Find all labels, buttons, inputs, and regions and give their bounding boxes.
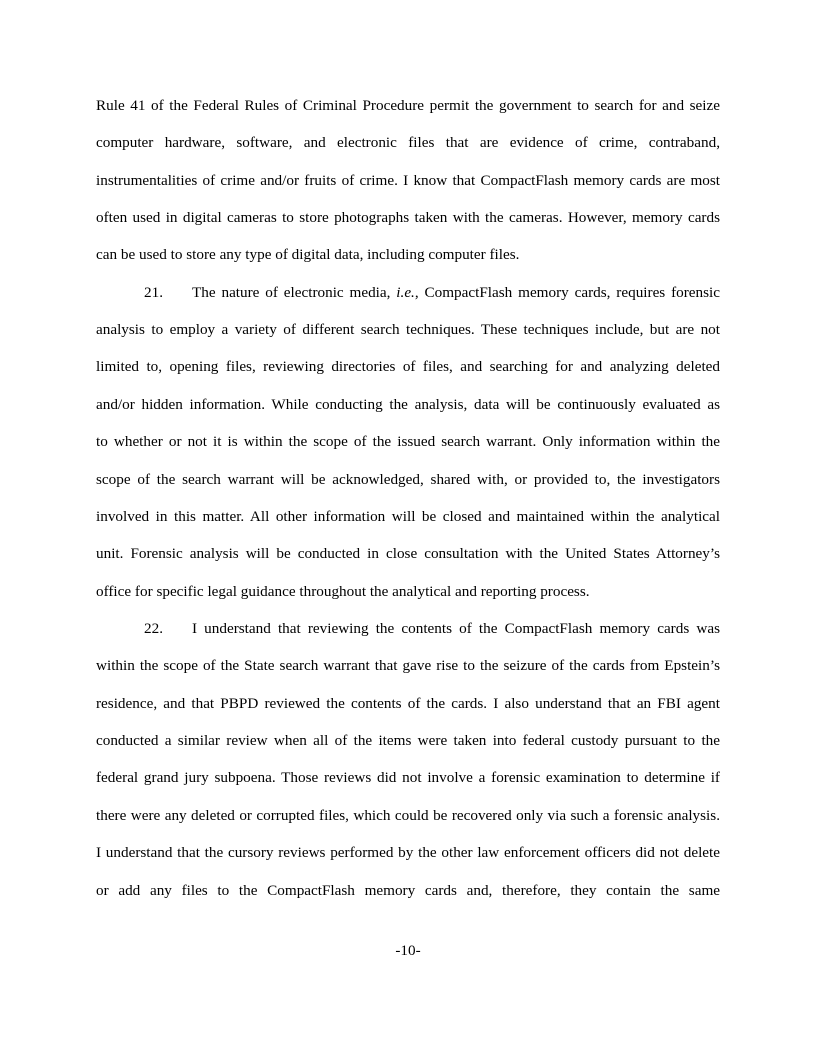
text-line: within the scope of the State search warrant that gave rise to the seizure of the cards from Epstein’s [96,657,720,674]
text-line: federal grand jury subpoena. Those reviews did not involve a forensic examination to determine if [96,769,720,786]
text-line: Rule 41 of the Federal Rules of Criminal Procedure permit the government to search for and seize [96,97,720,114]
page-number: -10- [395,942,421,959]
text-line: limited to, opening files, reviewing directories of files, and searching for and analyzing deleted [96,358,720,375]
text-line: involved in this matter. All other information will be closed and maintained within the analytical [96,508,720,525]
text-run: The nature of electronic media, [192,284,397,301]
text-line: residence, and that PBPD reviewed the contents of the cards. I also understand that an FBI agent [96,695,720,712]
italic-text: i.e. [396,284,415,301]
text-line: instrumentalities of crime and/or fruits of crime. I know that CompactFlash memory cards are most [96,172,720,189]
paragraph-number: 22. [144,620,163,637]
text-line: and/or hidden information. While conducting the analysis, data will be continuously evaluated as [96,396,720,413]
text-line: there were any deleted or corrupted files, which could be recovered only via such a forensic analysis. [96,807,720,824]
text-run: I understand that reviewing the contents of the CompactFlash memory cards was [192,620,720,637]
text-line: office for specific legal guidance throughout the analytical and reporting process. [96,583,590,600]
text-line: unit. Forensic analysis will be conducted in close consultation with the United States Attorney’s [96,545,720,562]
text-line: conducted a similar review when all of the items were taken into federal custody pursuant to the [96,732,720,749]
text-line: or add any files to the CompactFlash memory cards and, therefore, they contain the same [96,882,720,899]
text-line: to whether or not it is within the scope of the issued search warrant. Only information within the [96,433,720,450]
paragraph-21-first-line [144,283,720,303]
paragraph-number: 21. [144,284,163,301]
text-line: I understand that the cursory reviews performed by the other law enforcement officers did not delete [96,844,720,861]
paragraph-22-first-line [144,619,720,639]
text-line: analysis to employ a variety of different search techniques. These techniques include, but are not [96,321,720,338]
text-line: computer hardware, software, and electronic files that are evidence of crime, contraband, [96,134,720,151]
text-line: scope of the search warrant will be acknowledged, shared with, or provided to, the investigators [96,471,720,488]
text-line: can be used to store any type of digital data, including computer files. [96,246,520,263]
text-line: often used in digital cameras to store photographs taken with the cameras. However, memory cards [96,209,720,226]
text-run: , CompactFlash memory cards, requires forensic [414,284,720,301]
